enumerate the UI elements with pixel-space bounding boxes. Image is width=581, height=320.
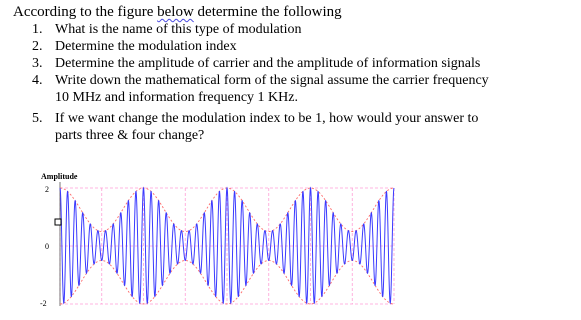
- question-text: Determine the modulation index: [55, 39, 237, 54]
- question-number: 5.: [32, 111, 43, 126]
- intro-text-end: determine the following: [193, 4, 342, 20]
- y-tick-label-zero: 0: [45, 242, 49, 251]
- question-item-2: [0, 38, 581, 55]
- intro-underlined-word: below: [157, 4, 194, 20]
- question-number: 4.: [32, 73, 43, 88]
- question-text-continued: parts three & four change?: [55, 128, 205, 143]
- intro-text-start: According to the figure: [13, 4, 158, 20]
- question-text: What is the name of this type of modulation: [55, 22, 302, 37]
- y-axis-label: Amplitude: [41, 172, 78, 181]
- chart-grid: [60, 182, 394, 306]
- question-text: Determine the amplitude of carrier and the amplitude of information signals: [55, 56, 481, 71]
- question-text: If we want change the modulation index to be 1, how would your answer to: [55, 111, 479, 126]
- selection-handle-icon[interactable]: [55, 219, 61, 225]
- lower-envelope-line: [60, 261, 394, 305]
- y-tick-label-bottom: -2: [40, 299, 47, 308]
- question-item-1: [0, 21, 581, 38]
- question-item-5: [0, 110, 581, 144]
- question-number: 2.: [32, 39, 43, 54]
- y-tick-label-top: 2: [45, 185, 49, 194]
- question-text: Write down the mathematical form of the signal assume the carrier frequency: [55, 73, 489, 88]
- am-signal-chart: [38, 170, 398, 318]
- question-text-continued: 10 MHz and information frequency 1 KHz.: [55, 90, 298, 105]
- question-item-4: [0, 72, 581, 106]
- question-number: 1.: [32, 22, 43, 37]
- intro-line: [13, 3, 342, 21]
- question-number: 3.: [32, 56, 43, 71]
- question-item-3: [0, 55, 581, 72]
- question-list: [0, 21, 581, 144]
